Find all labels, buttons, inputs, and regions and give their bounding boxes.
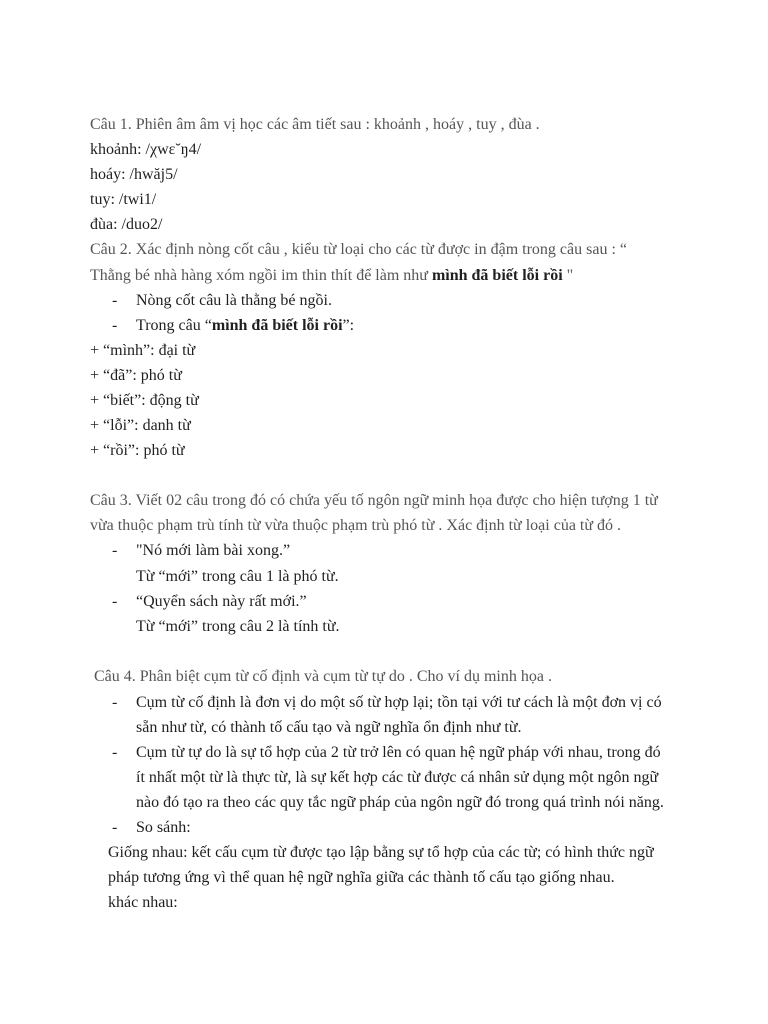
bullet-marker: - [112,819,118,836]
q4-bullet-2-line3: nào đó tạo ra theo các quy tắc ngữ pháp của ngôn ngữ đó trong quá trình nói năng. [136,794,664,811]
q3-example-1: "Nó mới làm bài xong.” [136,542,291,559]
q4-bullet-3: So sánh: [136,819,191,836]
bullet-marker: - [112,317,118,334]
q3-title-line1: Câu 3. Viết 02 câu trong đó có chứa yếu tố ngôn ngữ minh họa được cho hiện tượng 1 từ [90,492,658,509]
q2-title-end: " [562,267,574,284]
q2-title-line2 [90,266,573,286]
q1-answer-2: hoáy: /hwăj5/ [90,166,178,183]
q2-title-plain: Thằng bé nhà hàng xóm ngồi im thin thít để làm như [90,267,432,284]
q4-same-line1: Giống nhau: kết cấu cụm từ được tạo lập bằng sự tổ hợp của các từ; có hình thức ngữ [108,844,654,861]
q4-same-line2: pháp tương ứng vì thể quan hệ ngữ nghĩa giữa các thành tố cấu tạo giống nhau. [108,869,615,886]
bullet-marker: - [112,542,118,559]
bullet-marker: - [112,593,118,610]
q3-example-2: “Quyển sách này rất mới.” [136,593,307,610]
bullet-marker: - [112,694,118,711]
q2-item-2: + “đã”: phó từ [90,367,182,384]
q4-diff: khác nhau: [108,894,178,911]
q1-title: Câu 1. Phiên âm âm vị học các âm tiết sau : khoảnh , hoáy , tuy , đùa . [90,116,540,133]
q4-title: Câu 4. Phân biệt cụm từ cố định và cụm từ tự do . Cho ví dụ minh họa . [94,668,552,685]
bullet-marker: - [112,744,118,761]
q2-bullet-1: Nòng cốt câu là thằng bé ngồi. [136,292,332,309]
q3-example-2-note: Từ “mới” trong câu 2 là tính từ. [136,618,340,635]
q4-bullet-2-line1: Cụm từ tự do là sự tổ hợp của 2 từ trở lên có quan hệ ngữ pháp với nhau, trong đó [136,744,661,761]
q2-item-4: + “lỗi”: danh từ [90,417,191,434]
q1-answer-4: đùa: /duo2/ [90,216,163,233]
q1-answer-1: khoảnh: /χwɛ˘ŋ4/ [90,141,202,158]
q2-bullet-2-pre: Trong câu “ [136,317,212,334]
q3-title-line2: vừa thuộc phạm trù tính từ vừa thuộc phạm trù phó từ . Xác định từ loại của từ đó . [90,517,622,534]
q4-bullet-1-line1: Cụm từ cố định là đơn vị do một số từ hợp lại; tồn tại với tư cách là một đơn vị có [136,694,662,711]
q2-title-bold: mình đã biết lỗi rồi [431,267,563,284]
q2-item-1: + “mình”: đại từ [90,342,196,359]
bullet-marker: - [112,292,118,309]
q4-bullet-1-line2: sẵn như từ, có thành tố cấu tạo và ngữ nghĩa ổn định như từ. [136,719,522,736]
q1-answer-3: tuy: /twi1/ [90,191,157,208]
q2-bullet-2 [136,316,354,336]
q3-example-1-note: Từ “mới” trong câu 1 là phó từ. [136,568,339,585]
q2-bullet-2-bold: mình đã biết lỗi rồi [211,317,343,334]
q2-bullet-2-post: ”: [342,317,355,334]
q4-bullet-2-line2: ít nhất một từ là thực từ, là sự kết hợp các từ được cá nhân sử dụng một ngôn ngữ [136,769,659,786]
q2-item-5: + “rồi”: phó từ [90,442,185,459]
q2-item-3: + “biết”: động từ [90,392,199,409]
q2-title-line1: Câu 2. Xác định nòng cốt câu , kiểu từ loại cho các từ được in đậm trong câu sau : “ [90,241,627,258]
